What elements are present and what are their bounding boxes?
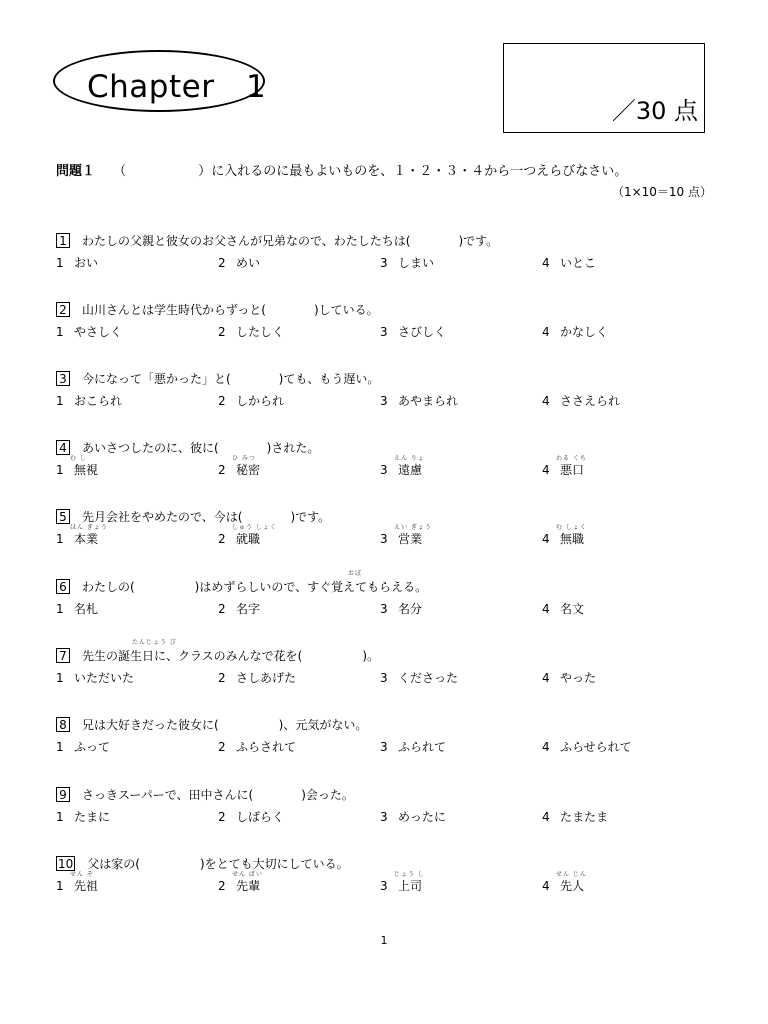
option-furigana: ひ みつ xyxy=(232,455,256,462)
option-furigana: わる くち xyxy=(556,455,587,462)
option-text: ふらせられて xyxy=(560,740,632,754)
option-number: 3 xyxy=(380,602,388,616)
option-number: 1 xyxy=(56,256,64,270)
option-number: 4 xyxy=(542,394,550,408)
answer-options xyxy=(56,392,716,408)
option-text-wrap xyxy=(236,600,260,617)
option-text: 遠慮 xyxy=(398,463,423,477)
option-text-wrap xyxy=(556,871,587,894)
option-text: あやまられ xyxy=(398,394,459,408)
option-number: 4 xyxy=(542,602,550,616)
option-text: 先輩 xyxy=(236,879,261,893)
answer-option[interactable] xyxy=(56,808,110,825)
option-number: 3 xyxy=(380,879,388,893)
option-number: 3 xyxy=(380,671,388,685)
option-number: 3 xyxy=(380,325,388,339)
question-number: 10 xyxy=(58,856,74,871)
page-number: 1 xyxy=(380,934,388,947)
option-text: おい xyxy=(74,256,99,270)
question-item xyxy=(56,570,716,618)
option-furigana: せん じん xyxy=(556,871,587,878)
answer-option[interactable] xyxy=(380,871,425,894)
option-text-wrap xyxy=(236,254,260,271)
option-text: いとこ xyxy=(560,256,597,270)
question-number: 5 xyxy=(56,509,70,524)
question-number: 8 xyxy=(56,717,70,732)
option-number: 1 xyxy=(56,325,64,339)
option-number: 4 xyxy=(542,325,550,339)
option-number: 4 xyxy=(542,879,550,893)
answer-option[interactable] xyxy=(218,738,296,755)
answer-option[interactable] xyxy=(218,323,284,340)
option-text: 名文 xyxy=(560,602,585,616)
option-number: 1 xyxy=(56,810,64,824)
question-text: 父は家の( )をとても大切にしている。 xyxy=(87,857,349,871)
answer-option[interactable] xyxy=(218,455,261,478)
answer-option[interactable] xyxy=(542,871,587,894)
question-number: 1 xyxy=(56,233,70,248)
option-text-wrap xyxy=(560,669,596,686)
question-text: 今になって「悪かった」と( )ても、もう遅い。 xyxy=(82,372,380,386)
option-text-wrap xyxy=(70,871,99,894)
question-line xyxy=(56,370,379,387)
option-text: 名札 xyxy=(74,602,99,616)
option-text: かなしく xyxy=(560,325,609,339)
option-text: やった xyxy=(560,671,597,685)
option-number: 3 xyxy=(380,463,388,477)
instructions xyxy=(56,160,627,179)
option-text: ふらされて xyxy=(236,740,297,754)
option-text-wrap xyxy=(232,871,263,894)
question-number: 9 xyxy=(56,787,70,802)
option-number: 2 xyxy=(218,325,226,339)
option-text: 無視 xyxy=(74,463,99,477)
answer-options xyxy=(56,669,716,685)
option-furigana: えい ぎょう xyxy=(394,524,432,531)
close-paren: ） xyxy=(198,164,212,179)
option-text: たまに xyxy=(74,810,111,824)
option-number: 1 xyxy=(56,602,64,616)
option-number: 3 xyxy=(380,532,388,546)
option-text: しまい xyxy=(398,256,435,270)
points-note: （1×10＝10 点） xyxy=(611,185,712,199)
option-text: 秘密 xyxy=(236,463,261,477)
option-text-wrap xyxy=(74,392,122,409)
option-number: 3 xyxy=(380,256,388,270)
option-text-wrap xyxy=(70,455,99,478)
option-text: したしく xyxy=(236,325,285,339)
question-line xyxy=(56,647,379,664)
answer-option[interactable] xyxy=(218,254,260,271)
option-text-wrap xyxy=(560,392,620,409)
question-text: 山川さんとは学生時代からずっと( )している。 xyxy=(82,303,379,317)
question-text: あいさつしたのに、彼に( )された。 xyxy=(82,441,320,455)
answer-option[interactable] xyxy=(380,392,458,409)
score-box xyxy=(503,43,705,133)
answer-options xyxy=(56,738,716,754)
question-line xyxy=(56,301,379,318)
option-text-wrap xyxy=(398,392,458,409)
option-number: 2 xyxy=(218,879,226,893)
option-furigana: じょう し xyxy=(394,871,425,878)
option-number: 2 xyxy=(218,671,226,685)
option-text-wrap xyxy=(74,738,110,755)
option-text-wrap xyxy=(398,738,446,755)
option-text: しばらく xyxy=(236,810,285,824)
answer-options xyxy=(56,871,716,893)
option-text-wrap xyxy=(394,455,425,478)
option-number: 2 xyxy=(218,394,226,408)
answer-option[interactable] xyxy=(380,254,434,271)
question-text: わたしの父親と彼女のお父さんが兄弟なので、わたしたちは( )です。 xyxy=(82,234,499,248)
problem-label: 問題１ xyxy=(56,164,96,179)
option-text-wrap xyxy=(556,455,587,478)
answer-option[interactable] xyxy=(380,808,446,825)
option-text-wrap xyxy=(560,738,632,755)
option-text: くださった xyxy=(398,671,459,685)
question-text: 兄は大好きだった彼女に( )、元気がない。 xyxy=(82,718,368,732)
option-text-wrap xyxy=(556,524,587,547)
question-item xyxy=(56,301,716,341)
answer-option[interactable] xyxy=(542,738,632,755)
answer-option[interactable] xyxy=(218,524,277,547)
question-line xyxy=(56,855,349,872)
answer-option[interactable] xyxy=(56,254,98,271)
question-line xyxy=(56,786,354,803)
question-line xyxy=(56,716,367,733)
answer-options xyxy=(56,808,716,824)
option-text-wrap xyxy=(394,524,432,547)
answer-option[interactable] xyxy=(380,669,458,686)
option-number: 1 xyxy=(56,879,64,893)
option-text-wrap xyxy=(394,871,425,894)
question-item xyxy=(56,232,716,272)
answer-option[interactable] xyxy=(218,808,284,825)
answer-option[interactable] xyxy=(56,871,99,894)
question-furigana: おぼ xyxy=(348,570,363,577)
option-number: 4 xyxy=(542,810,550,824)
open-paren: （ xyxy=(113,164,127,179)
question-number: 7 xyxy=(56,648,70,663)
chapter-title: Chapter 1 xyxy=(87,69,267,105)
option-text-wrap xyxy=(74,669,134,686)
answer-option[interactable] xyxy=(542,392,620,409)
question-text: さっきスーパーで、田中さんに( )会った。 xyxy=(82,788,354,802)
question-item xyxy=(56,508,716,548)
option-number: 2 xyxy=(218,463,226,477)
option-furigana: む しょく xyxy=(556,524,587,531)
question-number: 4 xyxy=(56,440,70,455)
option-text: さびしく xyxy=(398,325,447,339)
option-text: 悪口 xyxy=(560,463,585,477)
option-furigana: せん ぱい xyxy=(232,871,263,878)
option-text-wrap xyxy=(236,808,284,825)
option-text-wrap xyxy=(560,600,584,617)
answer-option[interactable] xyxy=(218,392,284,409)
option-furigana: む し xyxy=(70,455,87,462)
option-number: 1 xyxy=(56,394,64,408)
answer-option[interactable] xyxy=(542,600,584,617)
question-item xyxy=(56,716,716,756)
option-text: おこられ xyxy=(74,394,123,408)
option-number: 4 xyxy=(542,532,550,546)
option-text-wrap xyxy=(236,738,296,755)
answer-option[interactable] xyxy=(380,524,432,547)
option-text: いただいた xyxy=(74,671,135,685)
option-text: 上司 xyxy=(398,879,423,893)
answer-options xyxy=(56,323,716,339)
option-text: しかられ xyxy=(236,394,285,408)
option-text-wrap xyxy=(560,254,596,271)
option-text-wrap xyxy=(236,392,284,409)
answer-option[interactable] xyxy=(218,669,296,686)
option-text: さしあげた xyxy=(236,671,297,685)
option-text: 先人 xyxy=(560,879,585,893)
option-text-wrap xyxy=(74,254,98,271)
option-text: 名字 xyxy=(236,602,261,616)
option-number: 4 xyxy=(542,740,550,754)
instructions-text: に入れるのに最もよいものを、１・２・３・４から一つえらびなさい。 xyxy=(211,164,628,179)
question-line xyxy=(56,439,319,456)
question-text: 先月会社をやめたので、今は( )です。 xyxy=(82,510,331,524)
answer-option[interactable] xyxy=(380,455,425,478)
answer-option[interactable] xyxy=(56,600,98,617)
option-text-wrap xyxy=(236,669,296,686)
question-furigana: たんじょう び xyxy=(132,639,177,646)
option-text: 就職 xyxy=(236,532,261,546)
option-number: 2 xyxy=(218,810,226,824)
answer-options xyxy=(56,524,716,546)
question-item xyxy=(56,786,716,826)
option-text: ふって xyxy=(74,740,111,754)
option-text-wrap xyxy=(560,323,608,340)
option-text-wrap xyxy=(398,323,446,340)
option-number: 2 xyxy=(218,256,226,270)
option-furigana: えん りょ xyxy=(394,455,425,462)
option-number: 1 xyxy=(56,463,64,477)
answer-option[interactable] xyxy=(218,600,260,617)
answer-options xyxy=(56,254,716,270)
option-number: 3 xyxy=(380,740,388,754)
option-number: 2 xyxy=(218,602,226,616)
option-text: 先祖 xyxy=(74,879,99,893)
option-text: 本業 xyxy=(74,532,99,546)
question-item xyxy=(56,439,716,479)
option-number: 3 xyxy=(380,394,388,408)
answer-option[interactable] xyxy=(542,455,587,478)
answer-option[interactable] xyxy=(56,455,99,478)
option-number: 3 xyxy=(380,810,388,824)
answer-option[interactable] xyxy=(380,323,446,340)
option-text-wrap xyxy=(74,600,98,617)
answer-options xyxy=(56,455,716,477)
answer-option[interactable] xyxy=(56,669,134,686)
option-number: 1 xyxy=(56,671,64,685)
answer-option[interactable] xyxy=(542,323,608,340)
option-text: ふられて xyxy=(398,740,447,754)
answer-option[interactable] xyxy=(542,524,587,547)
question-item xyxy=(56,855,716,895)
option-text: 営業 xyxy=(398,532,423,546)
option-text: めったに xyxy=(398,810,446,824)
question-line xyxy=(56,232,498,249)
option-number: 4 xyxy=(542,463,550,477)
option-text-wrap xyxy=(70,524,108,547)
option-text-wrap xyxy=(398,600,422,617)
option-text-wrap xyxy=(236,323,284,340)
option-number: 2 xyxy=(218,740,226,754)
question-number: 6 xyxy=(56,579,70,594)
answer-option[interactable] xyxy=(542,254,596,271)
answer-option[interactable] xyxy=(56,392,122,409)
option-text-wrap xyxy=(398,808,446,825)
option-number: 2 xyxy=(218,532,226,546)
answer-option[interactable] xyxy=(380,600,422,617)
score-total: ／30 点 xyxy=(611,97,698,125)
answer-options xyxy=(56,600,716,616)
option-number: 1 xyxy=(56,740,64,754)
option-text-wrap xyxy=(232,524,277,547)
option-text: ささえられ xyxy=(560,394,621,408)
answer-option[interactable] xyxy=(56,524,108,547)
option-text: たまたま xyxy=(560,810,609,824)
option-text: 名分 xyxy=(398,602,423,616)
option-furigana: ほん ぎょう xyxy=(70,524,108,531)
answer-option[interactable] xyxy=(542,669,596,686)
option-text-wrap xyxy=(398,254,434,271)
answer-option[interactable] xyxy=(380,738,446,755)
answer-option[interactable] xyxy=(56,738,110,755)
question-number: 3 xyxy=(56,371,70,386)
answer-option[interactable] xyxy=(56,323,122,340)
option-number: 4 xyxy=(542,256,550,270)
option-text-wrap xyxy=(232,455,261,478)
question-text: 先生の誕生日に、クラスのみんなで花を( )。 xyxy=(82,649,380,663)
option-text-wrap xyxy=(560,808,608,825)
question-item xyxy=(56,639,716,687)
answer-option[interactable] xyxy=(218,871,263,894)
option-number: 1 xyxy=(56,532,64,546)
question-item xyxy=(56,370,716,410)
option-number: 4 xyxy=(542,671,550,685)
option-text-wrap xyxy=(74,808,110,825)
option-text: 無職 xyxy=(560,532,585,546)
option-text: めい xyxy=(236,256,261,270)
option-text-wrap xyxy=(74,323,122,340)
option-text: やさしく xyxy=(74,325,123,339)
answer-option[interactable] xyxy=(542,808,608,825)
question-text: わたしの( )はめずらしいので、すぐ覚えてもらえる。 xyxy=(82,580,428,594)
option-furigana: せん ぞ xyxy=(70,871,94,878)
question-line xyxy=(56,578,427,595)
option-text-wrap xyxy=(398,669,458,686)
option-furigana: しゅう しょく xyxy=(232,524,277,531)
question-number: 2 xyxy=(56,302,70,317)
